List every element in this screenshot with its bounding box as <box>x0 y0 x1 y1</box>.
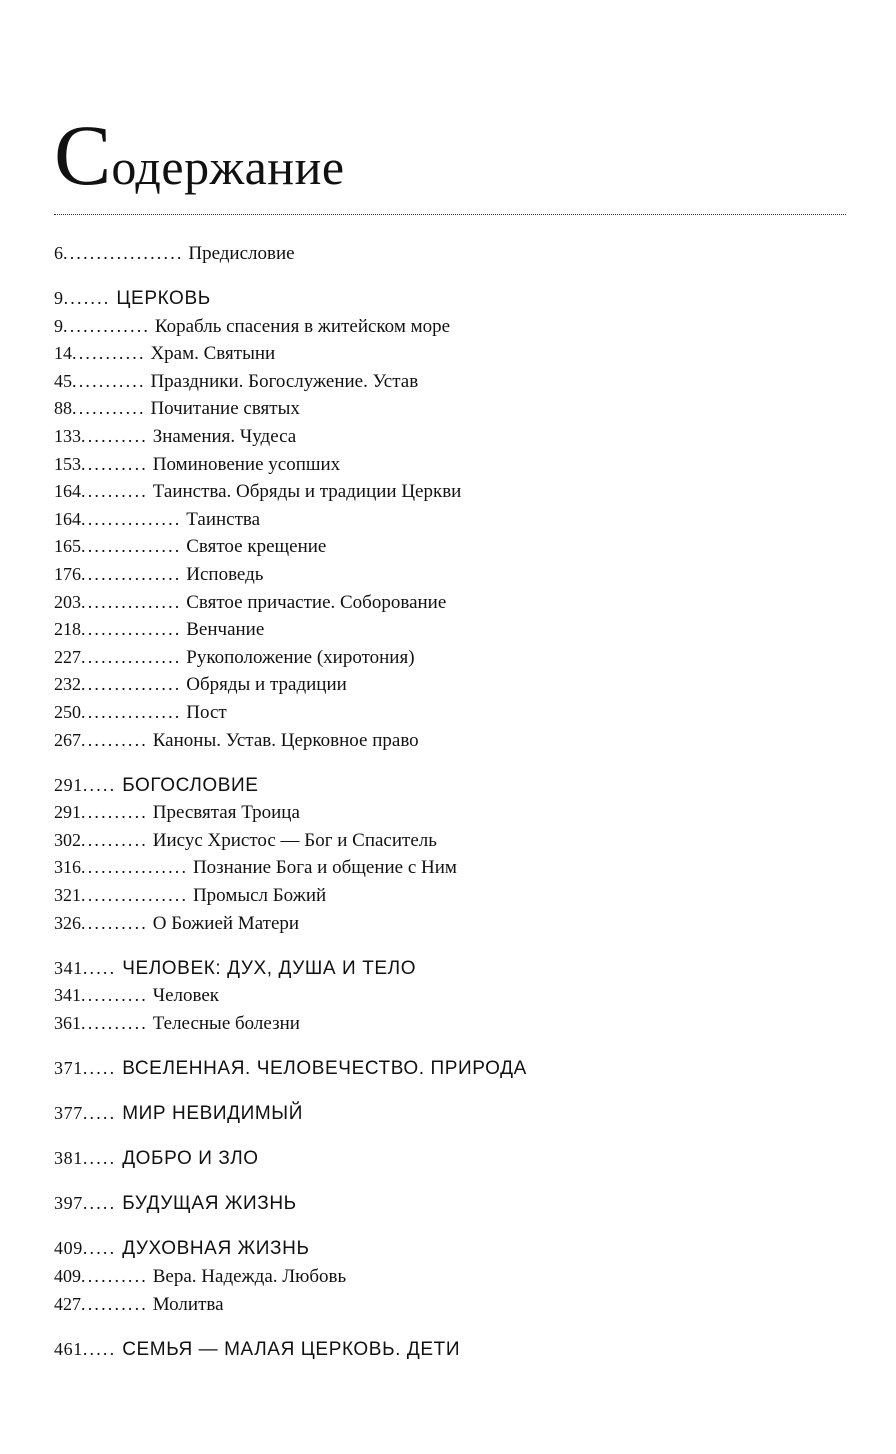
toc-dot-leader: .................. <box>63 243 184 263</box>
toc-page-number: 9 <box>54 315 63 336</box>
toc-entry-title: Храм. Святыни <box>150 343 276 365</box>
toc-section-title: ЧЕЛОВЕК: ДУХ, ДУША И ТЕЛО <box>122 957 417 979</box>
toc-entry-row[interactable] <box>54 982 844 1010</box>
toc-entry-row[interactable] <box>54 1263 844 1291</box>
toc-dot-leader: ..... <box>82 1338 117 1359</box>
toc-section-title: БОГОСЛОВИЕ <box>122 774 259 796</box>
toc-section-title: ВСЕЛЕННАЯ. ЧЕЛОВЕЧЕСТВО. ПРИРОДА <box>122 1058 527 1080</box>
toc-dot-leader: ..... <box>82 1103 117 1124</box>
toc-page-number: 409 <box>54 1266 81 1286</box>
toc-entry-title: Венчание <box>186 619 265 641</box>
toc-page-number: 326 <box>54 912 81 933</box>
toc-section-row[interactable] <box>54 1235 844 1263</box>
toc-dot-leader: ..... <box>82 1238 117 1259</box>
toc-entry-row[interactable] <box>54 240 844 268</box>
toc-page-number: 133 <box>54 426 81 447</box>
toc-entry-title: Корабль спасения в житейском море <box>154 315 451 337</box>
toc-page-number: 45 <box>54 370 72 391</box>
toc-page-number: 341 <box>54 985 81 1006</box>
toc-entry-row[interactable] <box>54 340 844 368</box>
toc-section-title: ДУХОВНАЯ ЖИЗНЬ <box>122 1238 310 1260</box>
toc-entry-title: Телесные болезни <box>152 1012 300 1034</box>
toc-entry-row[interactable] <box>54 478 844 506</box>
toc-entry-title: Пресвятая Троица <box>152 802 300 824</box>
toc-entry-row[interactable] <box>54 671 844 699</box>
toc-entry-title: Знамения. Чудеса <box>152 426 297 448</box>
toc-page-number: 361 <box>54 1012 81 1033</box>
toc-page-number: 9 <box>54 288 64 309</box>
toc-entry-title: О Божией Матери <box>152 912 300 934</box>
toc-page-number: 321 <box>54 885 81 906</box>
toc-entry-title: Поминовение усопших <box>152 453 341 475</box>
toc-dot-leader: ..... <box>82 1193 117 1214</box>
toc-entry-row[interactable] <box>54 451 844 479</box>
toc-dot-leader: .......... <box>81 481 148 502</box>
toc-dot-leader: ............... <box>81 619 182 640</box>
toc-entry-title: Вера. Надежда. Любовь <box>152 1266 347 1287</box>
toc-entry-title: Святое причастие. Соборование <box>186 591 447 613</box>
toc-dot-leader: .......... <box>81 802 148 823</box>
toc-entry-row[interactable] <box>54 1010 844 1038</box>
toc-entry-title: Познание Бога и общение с Ним <box>192 857 457 879</box>
toc-dot-leader: .......... <box>81 985 148 1006</box>
toc-entry-row[interactable] <box>54 699 844 727</box>
title-initial: С <box>54 107 112 203</box>
toc-page-number: 341 <box>54 957 83 978</box>
toc-dot-leader: ................ <box>81 885 189 906</box>
toc-entry-title: Таинства <box>186 508 261 530</box>
toc-page-number: 291 <box>54 802 81 823</box>
toc-entry-title: Праздники. Богослужение. Устав <box>150 370 419 392</box>
toc-entry-row[interactable] <box>54 616 844 644</box>
toc-section-row[interactable] <box>54 772 844 800</box>
toc-entry-row[interactable] <box>54 533 844 561</box>
toc-dot-leader: ............... <box>81 508 182 529</box>
toc-dot-leader: .......... <box>81 426 148 447</box>
toc-entry-row[interactable] <box>54 395 844 423</box>
toc-entry-title: Святое крещение <box>186 536 327 558</box>
toc-entry-title: Обряды и традиции <box>186 674 347 696</box>
title-divider <box>54 214 846 215</box>
toc-entry-title: Рукоположение (хиротония) <box>186 646 415 668</box>
toc-entry-row[interactable] <box>54 561 844 589</box>
toc-page-number: 164 <box>54 481 81 502</box>
table-of-contents <box>54 240 844 1363</box>
toc-page-number: 250 <box>54 702 81 722</box>
toc-section-row[interactable] <box>54 1055 844 1083</box>
toc-page-number: 153 <box>54 453 81 474</box>
toc-entry-title: Пост <box>186 702 227 723</box>
toc-entry-title: Почитание святых <box>150 398 300 420</box>
title-rest: одержание <box>111 139 345 195</box>
toc-dot-leader: ..... <box>82 1058 117 1079</box>
toc-entry-title: Промысл Божий <box>192 885 327 907</box>
toc-entry-row[interactable] <box>54 1291 844 1319</box>
toc-section-row[interactable] <box>54 1100 844 1128</box>
toc-page-number: 371 <box>54 1058 83 1079</box>
toc-dot-leader: ............... <box>81 674 182 695</box>
toc-dot-leader: ........... <box>72 370 146 391</box>
toc-page-number: 427 <box>54 1293 81 1314</box>
toc-dot-leader: .......... <box>81 1012 148 1033</box>
toc-entry-title: Человек <box>152 985 220 1007</box>
toc-entry-title: Предисловие <box>188 243 295 264</box>
toc-section-row[interactable] <box>54 955 844 983</box>
toc-dot-leader: ............... <box>81 591 182 612</box>
toc-dot-leader: ............. <box>63 315 151 336</box>
toc-dot-leader: .......... <box>81 1293 148 1314</box>
toc-dot-leader: ..... <box>82 957 117 978</box>
toc-page-number: 14 <box>54 343 72 364</box>
toc-dot-leader: ............... <box>81 564 182 585</box>
toc-entry-row[interactable] <box>54 368 844 396</box>
toc-page-number: 176 <box>54 564 81 585</box>
toc-dot-leader: ....... <box>63 288 111 309</box>
toc-entry-row[interactable] <box>54 854 844 882</box>
toc-section-title: БУДУЩАЯ ЖИЗНЬ <box>122 1193 297 1215</box>
toc-section-title: ЦЕРКОВЬ <box>116 288 211 310</box>
toc-page-number: 291 <box>54 774 83 795</box>
toc-section-title: МИР НЕВИДИМЫЙ <box>122 1103 303 1125</box>
toc-entry-row[interactable] <box>54 423 844 451</box>
toc-page-number: 409 <box>54 1238 83 1259</box>
toc-page-number: 461 <box>54 1338 83 1359</box>
toc-dot-leader: .......... <box>81 829 148 850</box>
toc-entry-title: Таинства. Обряды и традиции Церкви <box>152 481 462 503</box>
toc-page-number: 165 <box>54 536 81 557</box>
toc-entry-title: Молитва <box>152 1293 224 1315</box>
toc-section-row[interactable] <box>54 285 844 313</box>
toc-dot-leader: ................ <box>81 857 189 878</box>
toc-dot-leader: ............... <box>81 646 182 667</box>
toc-page-number: 164 <box>54 508 81 529</box>
toc-page-number: 6 <box>54 243 63 263</box>
toc-page-number: 397 <box>54 1193 83 1214</box>
toc-entry-title: Исповедь <box>186 564 264 586</box>
toc-entry-row[interactable] <box>54 827 844 855</box>
toc-section-row[interactable] <box>54 1336 844 1364</box>
toc-page-number: 88 <box>54 398 72 419</box>
toc-entry-row[interactable] <box>54 727 844 755</box>
toc-entry-row[interactable] <box>54 589 844 617</box>
toc-entry-row[interactable] <box>54 644 844 672</box>
toc-page-number: 227 <box>54 646 81 667</box>
toc-section-title: ДОБРО И ЗЛО <box>122 1148 259 1170</box>
toc-page-number: 218 <box>54 619 81 640</box>
toc-page-number: 381 <box>54 1148 83 1169</box>
toc-entry-row[interactable] <box>54 882 844 910</box>
toc-dot-leader: ..... <box>82 774 117 795</box>
toc-dot-leader: ........... <box>72 343 146 364</box>
toc-page-number: 232 <box>54 674 81 695</box>
toc-entry-title: Каноны. Устав. Церковное право <box>152 729 419 751</box>
toc-section-row[interactable] <box>54 1190 844 1218</box>
toc-page-number: 302 <box>54 829 81 850</box>
toc-page-number: 377 <box>54 1103 83 1124</box>
toc-page-number: 203 <box>54 591 81 612</box>
toc-dot-leader: ........... <box>72 398 146 419</box>
toc-dot-leader: .......... <box>81 729 148 750</box>
toc-entry-row[interactable] <box>54 313 844 341</box>
toc-entry-title: Иисус Христос — Бог и Спаситель <box>152 829 437 851</box>
page-title <box>54 107 345 203</box>
toc-entry-row[interactable] <box>54 910 844 938</box>
toc-dot-leader: ............... <box>81 702 182 722</box>
toc-section-row[interactable] <box>54 1145 844 1173</box>
toc-dot-leader: .......... <box>81 453 148 474</box>
toc-entry-row[interactable] <box>54 506 844 534</box>
toc-entry-row[interactable] <box>54 799 844 827</box>
toc-page-number: 267 <box>54 729 81 750</box>
toc-dot-leader: .......... <box>81 1266 148 1286</box>
toc-section-title: СЕМЬЯ — МАЛАЯ ЦЕРКОВЬ. ДЕТИ <box>122 1338 461 1360</box>
toc-dot-leader: .......... <box>81 912 148 933</box>
toc-dot-leader: ..... <box>82 1148 117 1169</box>
toc-page-number: 316 <box>54 857 81 878</box>
toc-dot-leader: ............... <box>81 536 182 557</box>
